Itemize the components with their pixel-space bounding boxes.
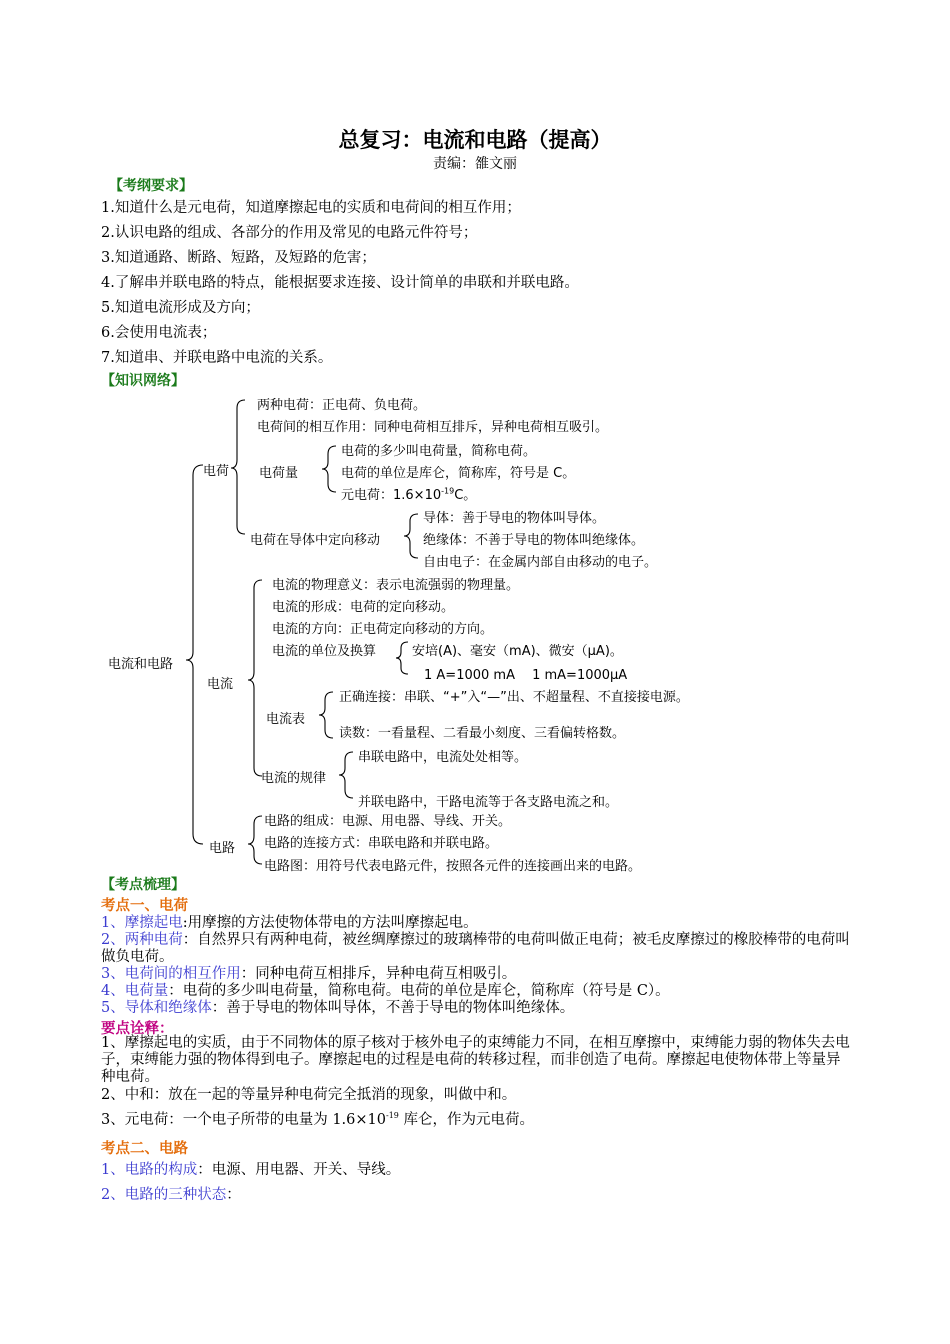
brace-law [339, 752, 353, 798]
point1-title: 考点一、电荷 [101, 898, 188, 914]
point1-note-2: 2、中和：放在一起的等量异种电荷完全抵消的现象，叫做中和。 [101, 1087, 517, 1103]
point1-item-3: 3、电荷间的相互作用：同种电荷互相排斥，异种电荷互相吸引。 [101, 966, 517, 982]
network-root: 电流和电路 [108, 657, 174, 672]
network-charge-label: 电荷 [203, 464, 230, 479]
point1-item-2: 2、两种电荷：自然界只有两种电荷，被丝绸摩擦过的玻璃棒带的电荷叫做正电荷；被毛皮摩擦过的橡胶棒带的电荷叫做负电荷。 [101, 932, 850, 965]
brace-charge [231, 400, 245, 534]
network-law-label: 电流的规律 [261, 771, 327, 786]
point2-title: 考点二、电路 [101, 1141, 188, 1157]
network-circuit-connection: 电路的连接方式：串联电路和并联电路。 [264, 836, 499, 851]
network-insulator: 绝缘体：不善于导电的物体叫绝缘体。 [423, 533, 645, 548]
network-current-direction: 电流的方向：正电荷定向移动的方向。 [272, 622, 494, 637]
network-meter-read: 读数：一看量程、二看最小刻度、三看偏转格数。 [339, 726, 626, 741]
brace-current [248, 580, 262, 776]
brace-motion [404, 514, 418, 558]
network-elementary-charge: 元电荷：$1.6\times 10^{-19}C$。 [341, 486, 477, 503]
network-unit-label: 电流的单位及换算 [272, 644, 377, 659]
syllabus-heading: 【考纲要求】 [109, 178, 193, 194]
brace-quantity [322, 446, 336, 492]
network-circuit-label: 电路 [209, 841, 236, 856]
syllabus-item-1: 1.知道什么是元电荷，知道摩擦起电的实质和电荷间的相互作用； [101, 200, 521, 216]
syllabus-item-3: 3.知道通路、断路、短路，及短路的危害； [101, 250, 376, 266]
points-heading: 【考点梳理】 [101, 877, 185, 893]
network-quantity-label: 电荷量 [259, 466, 299, 481]
syllabus-item-5: 5.知道电流形成及方向； [101, 300, 260, 316]
brace-meter [319, 692, 333, 738]
brace-unit [396, 642, 408, 674]
network-circuit-diagram: 电路图：用符号代表电路元件，按照各元件的连接画出来的电路。 [264, 859, 642, 874]
point1-note-3: 3、元电荷：一个电子所带的电量为 $1.6\times 10^{-19}$ 库仑，作为元电荷。 [101, 1111, 534, 1128]
network-meter-connect: 正确连接：串联、“+”入“—”出、不超量程、不直接接电源。 [339, 690, 689, 705]
syllabus-item-6: 6.会使用电流表； [101, 325, 217, 341]
syllabus-item-2: 2.认识电路的组成、各部分的作用及常见的电路元件符号； [101, 225, 478, 241]
network-current-formation: 电流的形成：电荷的定向移动。 [272, 600, 455, 615]
point2-item-1: 1、电路的构成：电源、用电器、开关、导线。 [101, 1162, 401, 1178]
point1-note-title: 要点诠释： [101, 1021, 174, 1037]
author-line: 责编：雒文丽 [433, 156, 517, 172]
network-charge-kinds: 两种电荷：正电荷、负电荷。 [257, 398, 427, 413]
network-conductor: 导体：善于导电的物体叫导体。 [423, 511, 606, 526]
syllabus-item-7: 7.知道串、并联电路中电流的关系。 [101, 350, 333, 366]
brace-root [186, 465, 203, 844]
point1-item-4: 4、电荷量：电荷的多少叫电荷量，简称电荷。电荷的单位是库仑，简称库（符号是 C）。 [101, 983, 670, 999]
network-conversion: 1 A=1000 mA 1 mA=1000μA [424, 668, 628, 683]
network-quantity-unit: 电荷的单位是库仑，简称库，符号是 C。 [341, 466, 576, 481]
brace-circuit [248, 816, 262, 864]
network-free-electron: 自由电子：在金属内部自由移动的电子。 [423, 555, 658, 570]
network-law-parallel: 并联电路中，干路电流等于各支路电流之和。 [358, 795, 619, 810]
network-heading: 【知识网络】 [101, 373, 185, 389]
network-current-meaning: 电流的物理意义：表示电流强弱的物理量。 [272, 578, 520, 593]
page-title: 总复习：电流和电路（提高） [338, 127, 612, 152]
network-charge-interaction: 电荷间的相互作用：同种电荷相互排斥，异种电荷相互吸引。 [257, 420, 609, 435]
network-circuit-composition: 电路的组成：电源、用电器、导线、开关。 [264, 814, 512, 829]
network-units: 安培(A)、毫安（mA)、微安（μA)。 [412, 644, 623, 659]
network-current-label: 电流 [207, 677, 234, 692]
network-law-series: 串联电路中，电流处处相等。 [358, 750, 528, 765]
network-meter-label: 电流表 [266, 712, 306, 727]
network-quantity-def: 电荷的多少叫电荷量，简称电荷。 [341, 444, 537, 459]
point1-item-1: 1、摩擦起电:用摩擦的方法使物体带电的方法叫摩擦起电。 [101, 915, 478, 931]
point1-item-5: 5、导体和绝缘体：善于导电的物体叫导体，不善于导电的物体叫绝缘体。 [101, 1000, 575, 1016]
point1-note-1: 1、摩擦起电的实质，由于不同物体的原子核对于核外电子的束缚能力不同，在相互摩擦中，束缚能力弱的物体失去电子，束缚能力强的物体得到电子。摩擦起电的过程是电荷的转移过程，而非创造了电荷。摩擦起电使物体带上等量异种电荷。 [101, 1035, 850, 1085]
syllabus-item-4: 4.了解串并联电路的特点，能根据要求连接、设计简单的串联和并联电路。 [101, 275, 579, 291]
point2-item-2: 2、电路的三种状态： [101, 1187, 241, 1203]
network-motion-label: 电荷在导体中定向移动 [250, 533, 381, 548]
